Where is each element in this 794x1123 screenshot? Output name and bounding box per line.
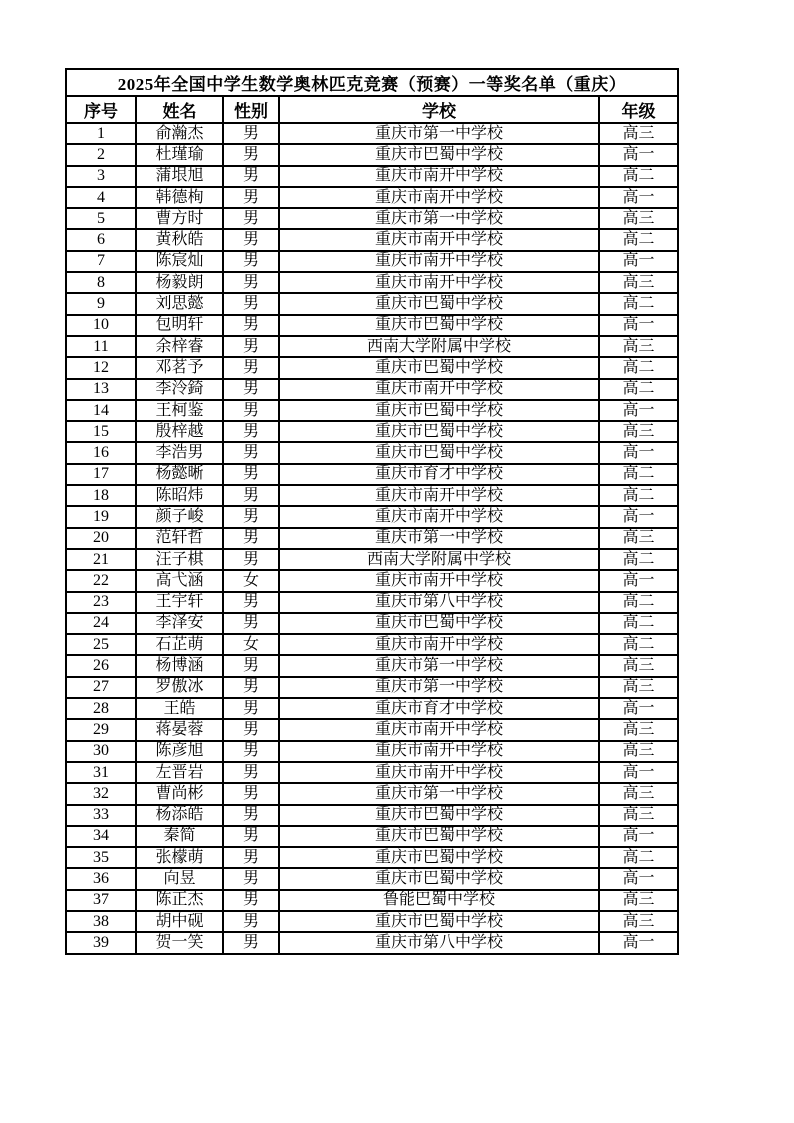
cell-no: 30 xyxy=(66,741,136,762)
cell-school: 重庆市南开中学校 xyxy=(279,272,599,293)
cell-no: 35 xyxy=(66,847,136,868)
cell-grade: 高一 xyxy=(599,315,678,336)
table-row xyxy=(66,890,678,911)
cell-name: 俞瀚杰 xyxy=(136,123,223,144)
cell-no: 11 xyxy=(66,336,136,357)
cell-gender: 男 xyxy=(223,229,279,250)
cell-no: 10 xyxy=(66,315,136,336)
cell-school: 重庆市南开中学校 xyxy=(279,762,599,783)
cell-gender: 男 xyxy=(223,549,279,570)
cell-name: 邓茗予 xyxy=(136,357,223,378)
cell-grade: 高一 xyxy=(599,144,678,165)
cell-grade: 高三 xyxy=(599,805,678,826)
column-header-school: 学校 xyxy=(279,96,599,123)
cell-school: 重庆市第八中学校 xyxy=(279,932,599,953)
cell-school: 重庆市巴蜀中学校 xyxy=(279,357,599,378)
cell-school: 重庆市育才中学校 xyxy=(279,698,599,719)
cell-grade: 高二 xyxy=(599,166,678,187)
cell-school: 重庆市巴蜀中学校 xyxy=(279,826,599,847)
cell-school: 重庆市巴蜀中学校 xyxy=(279,315,599,336)
cell-gender: 男 xyxy=(223,826,279,847)
table-row xyxy=(66,805,678,826)
cell-no: 39 xyxy=(66,932,136,953)
table-row xyxy=(66,144,678,165)
table-row xyxy=(66,634,678,655)
cell-grade: 高二 xyxy=(599,229,678,250)
table-row xyxy=(66,506,678,527)
table-row xyxy=(66,932,678,953)
cell-name: 贺一笑 xyxy=(136,932,223,953)
cell-school: 鲁能巴蜀中学校 xyxy=(279,890,599,911)
cell-grade: 高二 xyxy=(599,357,678,378)
cell-school: 重庆市巴蜀中学校 xyxy=(279,293,599,314)
cell-name: 王皓 xyxy=(136,698,223,719)
cell-name: 秦简 xyxy=(136,826,223,847)
cell-name: 李泠錡 xyxy=(136,379,223,400)
cell-name: 罗傲冰 xyxy=(136,677,223,698)
cell-gender: 女 xyxy=(223,634,279,655)
cell-gender: 男 xyxy=(223,336,279,357)
table-row xyxy=(66,549,678,570)
cell-grade: 高三 xyxy=(599,890,678,911)
cell-grade: 高三 xyxy=(599,719,678,740)
cell-school: 重庆市巴蜀中学校 xyxy=(279,868,599,889)
cell-grade: 高三 xyxy=(599,123,678,144)
cell-school: 重庆市南开中学校 xyxy=(279,187,599,208)
cell-no: 32 xyxy=(66,783,136,804)
table-row xyxy=(66,868,678,889)
cell-gender: 男 xyxy=(223,613,279,634)
table-row xyxy=(66,464,678,485)
cell-grade: 高三 xyxy=(599,655,678,676)
cell-gender: 男 xyxy=(223,868,279,889)
cell-no: 37 xyxy=(66,890,136,911)
table-row xyxy=(66,741,678,762)
cell-gender: 男 xyxy=(223,166,279,187)
cell-no: 15 xyxy=(66,421,136,442)
cell-no: 8 xyxy=(66,272,136,293)
cell-no: 34 xyxy=(66,826,136,847)
cell-grade: 高二 xyxy=(599,464,678,485)
column-header-grade: 年级 xyxy=(599,96,678,123)
cell-no: 4 xyxy=(66,187,136,208)
cell-school: 西南大学附属中学校 xyxy=(279,549,599,570)
cell-name: 胡中砚 xyxy=(136,911,223,932)
table-body xyxy=(66,123,678,954)
cell-gender: 男 xyxy=(223,187,279,208)
cell-grade: 高一 xyxy=(599,251,678,272)
cell-no: 18 xyxy=(66,485,136,506)
cell-no: 31 xyxy=(66,762,136,783)
cell-name: 黄秋皓 xyxy=(136,229,223,250)
cell-school: 重庆市南开中学校 xyxy=(279,719,599,740)
table-row xyxy=(66,528,678,549)
cell-school: 重庆市南开中学校 xyxy=(279,570,599,591)
cell-name: 杜瑾瑜 xyxy=(136,144,223,165)
cell-school: 重庆市育才中学校 xyxy=(279,464,599,485)
cell-gender: 男 xyxy=(223,890,279,911)
cell-school: 重庆市巴蜀中学校 xyxy=(279,805,599,826)
table-row xyxy=(66,421,678,442)
column-header-name: 姓名 xyxy=(136,96,223,123)
cell-grade: 高一 xyxy=(599,826,678,847)
cell-no: 23 xyxy=(66,592,136,613)
cell-school: 重庆市第一中学校 xyxy=(279,208,599,229)
cell-grade: 高一 xyxy=(599,932,678,953)
cell-grade: 高一 xyxy=(599,442,678,463)
cell-gender: 男 xyxy=(223,208,279,229)
cell-gender: 男 xyxy=(223,655,279,676)
cell-name: 余梓睿 xyxy=(136,336,223,357)
cell-gender: 男 xyxy=(223,698,279,719)
cell-no: 6 xyxy=(66,229,136,250)
cell-gender: 男 xyxy=(223,506,279,527)
table-row xyxy=(66,229,678,250)
cell-gender: 男 xyxy=(223,805,279,826)
cell-no: 13 xyxy=(66,379,136,400)
table-row xyxy=(66,315,678,336)
table-row xyxy=(66,655,678,676)
cell-gender: 男 xyxy=(223,379,279,400)
cell-school: 重庆市南开中学校 xyxy=(279,634,599,655)
cell-name: 曹尚彬 xyxy=(136,783,223,804)
table-row xyxy=(66,911,678,932)
cell-name: 汪子棋 xyxy=(136,549,223,570)
cell-grade: 高二 xyxy=(599,379,678,400)
cell-grade: 高三 xyxy=(599,421,678,442)
column-header-gender: 性别 xyxy=(223,96,279,123)
cell-grade: 高三 xyxy=(599,677,678,698)
cell-grade: 高三 xyxy=(599,272,678,293)
cell-grade: 高三 xyxy=(599,783,678,804)
cell-no: 9 xyxy=(66,293,136,314)
cell-school: 重庆市南开中学校 xyxy=(279,506,599,527)
cell-grade: 高一 xyxy=(599,187,678,208)
cell-name: 杨博涵 xyxy=(136,655,223,676)
cell-school: 重庆市第一中学校 xyxy=(279,677,599,698)
cell-gender: 男 xyxy=(223,528,279,549)
cell-gender: 男 xyxy=(223,719,279,740)
table-row xyxy=(66,485,678,506)
cell-school: 重庆市巴蜀中学校 xyxy=(279,613,599,634)
cell-no: 29 xyxy=(66,719,136,740)
column-header-no: 序号 xyxy=(66,96,136,123)
table-row xyxy=(66,592,678,613)
cell-name: 殷梓越 xyxy=(136,421,223,442)
cell-gender: 男 xyxy=(223,911,279,932)
cell-gender: 男 xyxy=(223,741,279,762)
cell-name: 颜子峻 xyxy=(136,506,223,527)
table-row xyxy=(66,293,678,314)
cell-name: 范轩哲 xyxy=(136,528,223,549)
cell-gender: 男 xyxy=(223,144,279,165)
cell-name: 蒲垠旭 xyxy=(136,166,223,187)
cell-name: 石芷萌 xyxy=(136,634,223,655)
cell-name: 张檬萌 xyxy=(136,847,223,868)
cell-school: 重庆市第一中学校 xyxy=(279,123,599,144)
cell-gender: 男 xyxy=(223,315,279,336)
table-row xyxy=(66,166,678,187)
table-row xyxy=(66,762,678,783)
cell-grade: 高二 xyxy=(599,293,678,314)
cell-gender: 男 xyxy=(223,592,279,613)
table-row xyxy=(66,783,678,804)
cell-gender: 男 xyxy=(223,442,279,463)
cell-name: 高弋涵 xyxy=(136,570,223,591)
cell-gender: 男 xyxy=(223,677,279,698)
cell-no: 20 xyxy=(66,528,136,549)
cell-no: 2 xyxy=(66,144,136,165)
table-row xyxy=(66,187,678,208)
cell-no: 14 xyxy=(66,400,136,421)
cell-school: 重庆市第八中学校 xyxy=(279,592,599,613)
cell-name: 蒋晏蓉 xyxy=(136,719,223,740)
cell-name: 陈宸灿 xyxy=(136,251,223,272)
cell-no: 19 xyxy=(66,506,136,527)
cell-grade: 高二 xyxy=(599,613,678,634)
cell-grade: 高二 xyxy=(599,592,678,613)
cell-no: 5 xyxy=(66,208,136,229)
cell-grade: 高一 xyxy=(599,762,678,783)
cell-no: 21 xyxy=(66,549,136,570)
cell-school: 重庆市南开中学校 xyxy=(279,485,599,506)
cell-name: 曹方时 xyxy=(136,208,223,229)
cell-school: 重庆市第一中学校 xyxy=(279,655,599,676)
table-row xyxy=(66,400,678,421)
cell-school: 重庆市巴蜀中学校 xyxy=(279,911,599,932)
cell-school: 重庆市巴蜀中学校 xyxy=(279,400,599,421)
cell-school: 重庆市巴蜀中学校 xyxy=(279,144,599,165)
cell-no: 33 xyxy=(66,805,136,826)
cell-grade: 高二 xyxy=(599,485,678,506)
table-row xyxy=(66,719,678,740)
page-title: 2025年全国中学生数学奥林匹克竞赛（预赛）一等奖名单（重庆） xyxy=(66,69,678,96)
cell-gender: 男 xyxy=(223,251,279,272)
title-row xyxy=(66,69,678,96)
header-row xyxy=(66,96,678,123)
table-row xyxy=(66,251,678,272)
cell-school: 重庆市第一中学校 xyxy=(279,528,599,549)
cell-no: 1 xyxy=(66,123,136,144)
cell-no: 24 xyxy=(66,613,136,634)
cell-school: 重庆市第一中学校 xyxy=(279,783,599,804)
table-row xyxy=(66,272,678,293)
table-row xyxy=(66,570,678,591)
cell-name: 李浩男 xyxy=(136,442,223,463)
cell-name: 陈彦旭 xyxy=(136,741,223,762)
cell-no: 17 xyxy=(66,464,136,485)
cell-school: 重庆市南开中学校 xyxy=(279,741,599,762)
cell-gender: 男 xyxy=(223,485,279,506)
cell-name: 王柯鉴 xyxy=(136,400,223,421)
cell-grade: 高三 xyxy=(599,911,678,932)
cell-school: 重庆市巴蜀中学校 xyxy=(279,847,599,868)
cell-gender: 男 xyxy=(223,421,279,442)
cell-name: 刘思懿 xyxy=(136,293,223,314)
cell-school: 重庆市南开中学校 xyxy=(279,229,599,250)
cell-gender: 男 xyxy=(223,293,279,314)
table-row xyxy=(66,698,678,719)
cell-name: 王宇轩 xyxy=(136,592,223,613)
cell-name: 陈正杰 xyxy=(136,890,223,911)
cell-name: 韩德栒 xyxy=(136,187,223,208)
table-row xyxy=(66,442,678,463)
table-row xyxy=(66,208,678,229)
cell-no: 7 xyxy=(66,251,136,272)
cell-school: 重庆市南开中学校 xyxy=(279,166,599,187)
cell-gender: 男 xyxy=(223,783,279,804)
table-row xyxy=(66,123,678,144)
cell-name: 左晋岩 xyxy=(136,762,223,783)
cell-no: 25 xyxy=(66,634,136,655)
cell-no: 38 xyxy=(66,911,136,932)
cell-school: 重庆市巴蜀中学校 xyxy=(279,442,599,463)
cell-grade: 高二 xyxy=(599,847,678,868)
cell-no: 22 xyxy=(66,570,136,591)
cell-gender: 男 xyxy=(223,123,279,144)
cell-gender: 女 xyxy=(223,570,279,591)
cell-grade: 高一 xyxy=(599,506,678,527)
table-row xyxy=(66,357,678,378)
cell-school: 重庆市南开中学校 xyxy=(279,251,599,272)
cell-name: 包明轩 xyxy=(136,315,223,336)
table-row xyxy=(66,677,678,698)
cell-gender: 男 xyxy=(223,464,279,485)
cell-school: 重庆市南开中学校 xyxy=(279,379,599,400)
cell-no: 27 xyxy=(66,677,136,698)
cell-no: 26 xyxy=(66,655,136,676)
cell-grade: 高三 xyxy=(599,336,678,357)
cell-grade: 高二 xyxy=(599,634,678,655)
cell-no: 28 xyxy=(66,698,136,719)
cell-grade: 高一 xyxy=(599,698,678,719)
table-row xyxy=(66,379,678,400)
cell-no: 12 xyxy=(66,357,136,378)
cell-grade: 高一 xyxy=(599,868,678,889)
cell-name: 李泽安 xyxy=(136,613,223,634)
cell-name: 杨懿晰 xyxy=(136,464,223,485)
cell-grade: 高一 xyxy=(599,570,678,591)
cell-grade: 高三 xyxy=(599,208,678,229)
cell-name: 陈昭炜 xyxy=(136,485,223,506)
cell-gender: 男 xyxy=(223,272,279,293)
cell-no: 36 xyxy=(66,868,136,889)
cell-name: 杨毅朗 xyxy=(136,272,223,293)
cell-gender: 男 xyxy=(223,762,279,783)
table-row xyxy=(66,847,678,868)
table-row xyxy=(66,826,678,847)
cell-gender: 男 xyxy=(223,847,279,868)
cell-school: 西南大学附属中学校 xyxy=(279,336,599,357)
table-row xyxy=(66,613,678,634)
cell-grade: 高一 xyxy=(599,400,678,421)
cell-gender: 男 xyxy=(223,400,279,421)
cell-grade: 高三 xyxy=(599,528,678,549)
cell-gender: 男 xyxy=(223,357,279,378)
cell-school: 重庆市巴蜀中学校 xyxy=(279,421,599,442)
cell-name: 杨添皓 xyxy=(136,805,223,826)
cell-grade: 高二 xyxy=(599,549,678,570)
cell-no: 16 xyxy=(66,442,136,463)
cell-grade: 高三 xyxy=(599,741,678,762)
table-row xyxy=(66,336,678,357)
cell-name: 向昱 xyxy=(136,868,223,889)
award-table xyxy=(65,68,679,955)
cell-no: 3 xyxy=(66,166,136,187)
cell-gender: 男 xyxy=(223,932,279,953)
